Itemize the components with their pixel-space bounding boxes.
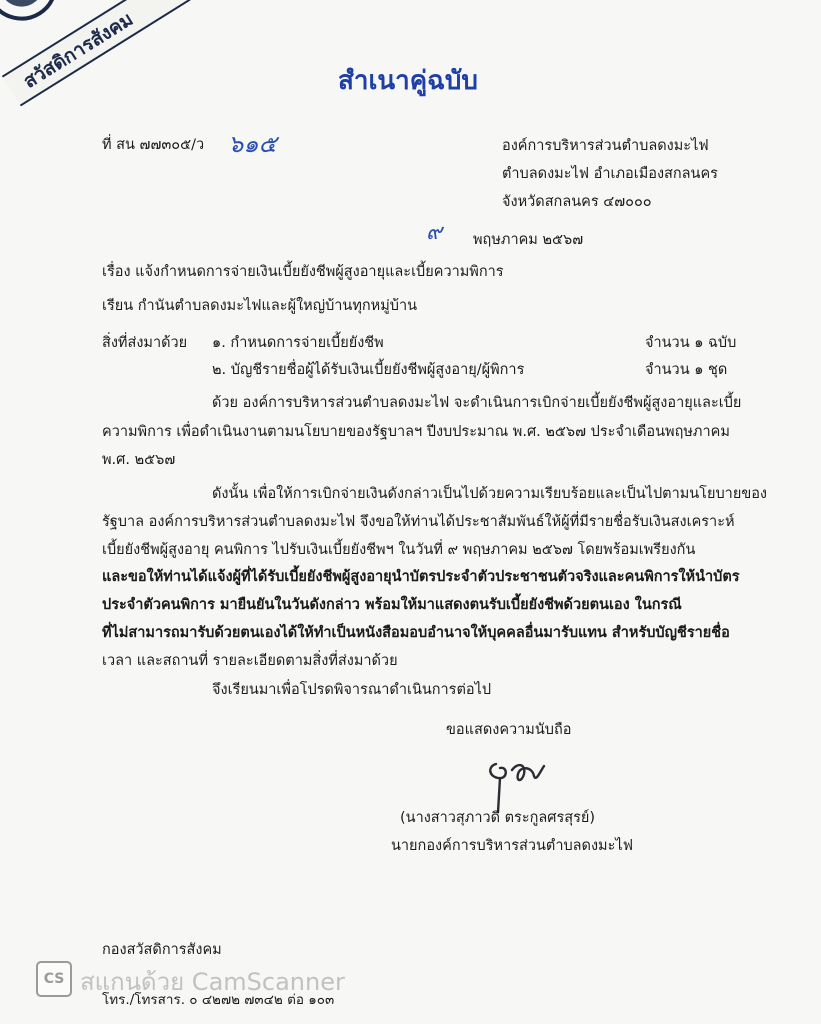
date-month-year: พฤษภาคม ๒๕๖๗ xyxy=(473,232,584,248)
enclosure-qty-1: จำนวน ๑ ฉบับ xyxy=(645,335,737,351)
subject-line: เรื่อง แจ้งกำหนดการจ่ายเงินเบี้ยยังชีพผู้สูงอายุและเบี้ยความพิการ xyxy=(102,264,504,280)
signatory-name: (นางสาวสุภาวดี ตระกูลศรสุรย์) xyxy=(400,810,596,826)
department-stamp xyxy=(0,0,190,100)
stamp-text: สวัสดิการสังคม xyxy=(19,8,138,93)
enclosures-label: สิ่งที่ส่งมาด้วย xyxy=(102,335,188,351)
camscanner-logo-icon: CS xyxy=(36,961,72,997)
closing-request: จึงเรียนมาเพื่อโปรดพิจารณาดำเนินการต่อไป xyxy=(212,682,492,698)
paragraph-2-line: เวลา และสถานที่ รายละเอียดตามสิ่งที่ส่งมาด้วย xyxy=(102,652,398,669)
sender-address-line-1: องค์การบริหารส่วนตำบลดงมะไฟ xyxy=(502,138,709,154)
camscanner-watermark: สแกนด้วย CamScanner xyxy=(80,968,345,996)
reference-prefix: ที่ สน ๗๗๓๐๕/ว xyxy=(102,137,205,153)
paragraph-2-line: รัฐบาล องค์การบริหารส่วนตำบลดงมะไฟ จึงขอให้ท่านได้ประชาสัมพันธ์ให้ผู้ที่มีรายชื่อรับเงินสงเคราะห์ xyxy=(102,513,735,530)
handwritten-day: ๙ xyxy=(426,220,443,245)
paragraph-2-line: ประจำตัวคนพิการ มายืนยันในวันดังกล่าว พร้อมให้มาแสดงตนรับเบี้ยยังชีพด้วยตนเอง ในกรณี xyxy=(102,597,682,614)
signatory-position: นายกองค์การบริหารส่วนตำบลดงมะไฟ xyxy=(391,838,633,854)
sender-address-line-2: ตำบลดงมะไฟ อำเภอเมืองสกลนคร xyxy=(502,166,718,182)
handwritten-reference: ๖๑๕ xyxy=(228,130,277,158)
paragraph-2-line: เบี้ยยังชีพผู้สูงอายุ คนพิการ ไปรับเงินเบี้ยยังชีพฯ ในวันที่ ๙ พฤษภาคม ๒๕๖๗ โดยพร้อมเพรียงกัน xyxy=(102,541,696,558)
recipient-line: เรียน กำนันตำบลดงมะไฟและผู้ใหญ่บ้านทุกหมู่บ้าน xyxy=(102,298,418,314)
paragraph-2-line: ที่ไม่สามารถมารับด้วยตนเองได้ให้ทำเป็นหนังสือมอบอำนาจให้บุคคลอื่นมารับแทน สำหรับบัญชีรายชื่อ xyxy=(102,624,730,641)
paragraph-1-line: พ.ศ. ๒๕๖๗ xyxy=(102,452,176,468)
reference-number xyxy=(102,135,204,155)
paragraph-1-line: ความพิการ เพื่อดำเนินงานตามนโยบายของรัฐบาลฯ ปีงบประมาณ พ.ศ. ๒๕๖๗ ประจำเดือนพฤษภาคม xyxy=(102,423,730,440)
paragraph-2-line: ดังนั้น เพื่อให้การเบิกจ่ายเงินดังกล่าวเป็นไปด้วยความเรียบร้อยและเป็นไปตามนโยบายของ xyxy=(212,486,768,502)
paragraph-1-line: ด้วย องค์การบริหารส่วนตำบลดงมะไฟ จะดำเนินการเบิกจ่ายเบี้ยยังชีพผู้สูงอายุและเบี้ย xyxy=(212,395,742,411)
enclosure-qty-2: จำนวน ๑ ชุด xyxy=(645,362,728,378)
signature-salutation: ขอแสดงความนับถือ xyxy=(446,722,572,738)
footer-phone: โทร./โทรสาร. ๐ ๔๒๗๒ ๗๓๔๒ ต่อ ๑๐๓ xyxy=(102,992,335,1008)
paragraph-2-line: และขอให้ท่านได้แจ้งผู้ที่ได้รับเบี้ยยังชีพผู้สูงอายุนำบัตรประจำตัวประชาชนตัวจริงและคนพิการให้นำบัตร xyxy=(102,569,740,586)
paragraph-1 xyxy=(102,389,741,475)
paragraph-2 xyxy=(102,481,767,676)
sender-address-line-3: จังหวัดสกลนคร ๔๗๐๐๐ xyxy=(502,194,652,210)
footer-department: กองสวัสดิการสังคม xyxy=(102,942,222,958)
copy-title: สำเนาคู่ฉบับ xyxy=(338,66,478,96)
enclosure-item-1: ๑. กำหนดการจ่ายเบี้ยยังชีพ xyxy=(212,335,384,351)
enclosure-item-2: ๒. บัญชีรายชื่อผู้ได้รับเงินเบี้ยยังชีพผู้สูงอายุ/ผู้พิการ xyxy=(212,362,525,378)
